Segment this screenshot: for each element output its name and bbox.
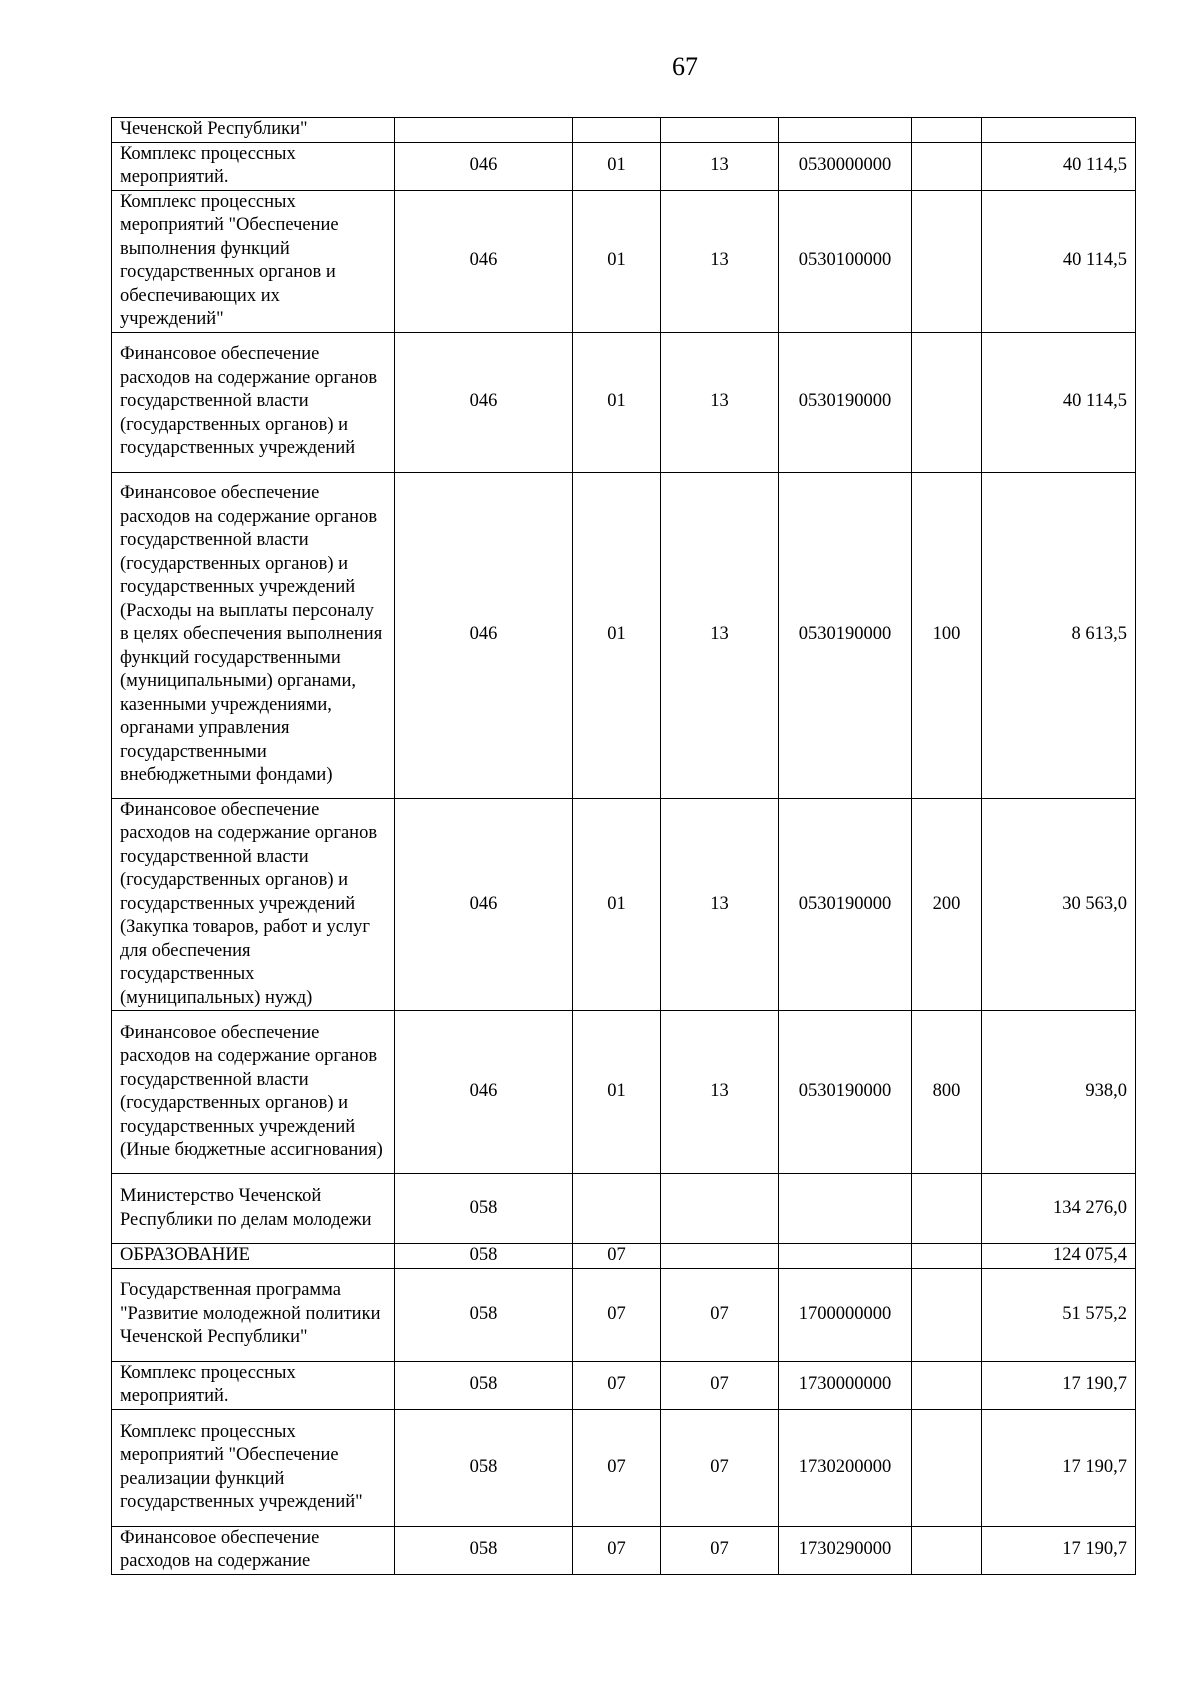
table-row [112,1268,1136,1361]
expense-type-cell [912,142,982,190]
expense-type-cell [912,1526,982,1574]
target-article-cell [779,1174,912,1244]
section-code-cell [573,118,661,143]
row-name-cell: Финансовое обеспечение расходов на содержание органов государственной власти (государственных органов) и государственных учреждений (Иные бюджетные ассигнования) [112,1011,395,1174]
page-number: 67 [672,52,698,81]
subsection-code-cell: 13 [661,472,779,798]
section-code-cell: 01 [573,1011,661,1174]
subsection-code-cell: 13 [661,1011,779,1174]
subsection-code-cell: 07 [661,1268,779,1361]
subsection-code-cell: 13 [661,332,779,472]
amount-cell: 17 190,7 [982,1361,1136,1409]
ministry-code-cell: 046 [395,190,573,332]
subsection-code-cell: 07 [661,1409,779,1526]
section-code-cell: 01 [573,332,661,472]
ministry-code-cell: 058 [395,1409,573,1526]
ministry-code-cell: 058 [395,1361,573,1409]
target-article-cell [779,118,912,143]
expense-type-cell: 800 [912,1011,982,1174]
target-article-cell: 1730200000 [779,1409,912,1526]
table-row [112,1174,1136,1244]
subsection-code-cell: 13 [661,798,779,1011]
amount-cell: 30 563,0 [982,798,1136,1011]
row-name-cell: ОБРАЗОВАНИЕ [112,1244,395,1269]
target-article-cell: 0530190000 [779,1011,912,1174]
section-code-cell: 07 [573,1526,661,1574]
subsection-code-cell [661,118,779,143]
target-article-cell: 0530100000 [779,190,912,332]
row-name-cell: Министерство Чеченской Республики по делам молодежи [112,1174,395,1244]
expense-type-cell [912,1268,982,1361]
target-article-cell: 1700000000 [779,1268,912,1361]
amount-cell: 40 114,5 [982,190,1136,332]
table-row [112,798,1136,1011]
section-code-cell: 01 [573,142,661,190]
subsection-code-cell: 07 [661,1361,779,1409]
expense-type-cell [912,118,982,143]
table-row [112,1361,1136,1409]
expense-type-cell: 200 [912,798,982,1011]
ministry-code-cell: 046 [395,142,573,190]
amount-cell: 17 190,7 [982,1526,1136,1574]
amount-cell: 40 114,5 [982,332,1136,472]
section-code-cell [573,1174,661,1244]
ministry-code-cell: 058 [395,1268,573,1361]
ministry-code-cell [395,118,573,143]
row-name-cell: Комплекс процессных мероприятий "Обеспечение реализации функций государственных учреждений" [112,1409,395,1526]
amount-cell: 51 575,2 [982,1268,1136,1361]
table-row [112,1526,1136,1574]
amount-cell: 938,0 [982,1011,1136,1174]
expense-type-cell [912,1174,982,1244]
target-article-cell: 0530190000 [779,332,912,472]
subsection-code-cell: 13 [661,142,779,190]
target-article-cell: 1730000000 [779,1361,912,1409]
ministry-code-cell: 058 [395,1174,573,1244]
table-body [112,118,1136,1575]
subsection-code-cell [661,1174,779,1244]
row-name-cell: Финансовое обеспечение расходов на содержание органов государственной власти (государственных органов) и государственных учреждений [112,332,395,472]
target-article-cell: 0530190000 [779,472,912,798]
table-row [112,142,1136,190]
amount-cell: 17 190,7 [982,1409,1136,1526]
table-row [112,472,1136,798]
row-name-cell: Комплекс процессных мероприятий. [112,1361,395,1409]
budget-table [111,117,1136,1575]
ministry-code-cell: 046 [395,798,573,1011]
amount-cell: 8 613,5 [982,472,1136,798]
target-article-cell [779,1244,912,1269]
section-code-cell: 07 [573,1268,661,1361]
section-code-cell: 01 [573,798,661,1011]
table-row [112,118,1136,143]
row-name-cell: Чеченской Республики" [112,118,395,143]
row-name-cell: Финансовое обеспечение расходов на содержание органов государственной власти (государственных органов) и государственных учреждений (Расходы на выплаты персоналу в целях обеспечения выполнения функций государственными (муниципальными) органами, казенными учреждениями, органами управления государственными внебюджетными фондами) [112,472,395,798]
row-name-cell: Государственная программа "Развитие молодежной политики Чеченской Республики" [112,1268,395,1361]
target-article-cell: 1730290000 [779,1526,912,1574]
table-row [112,1244,1136,1269]
table-row [112,332,1136,472]
row-name-cell: Комплекс процессных мероприятий. [112,142,395,190]
table-row [112,1409,1136,1526]
row-name-cell: Финансовое обеспечение расходов на содержание органов государственной власти (государственных органов) и государственных учреждений (Закупка товаров, работ и услуг для обеспечения государственных (муниципальных) нужд) [112,798,395,1011]
ministry-code-cell: 058 [395,1244,573,1269]
row-name-cell: Комплекс процессных мероприятий "Обеспечение выполнения функций государственных органов и обеспечивающих их учреждений" [112,190,395,332]
amount-cell [982,118,1136,143]
amount-cell: 134 276,0 [982,1174,1136,1244]
expense-type-cell: 100 [912,472,982,798]
target-article-cell: 0530000000 [779,142,912,190]
expense-type-cell [912,1244,982,1269]
row-name-cell: Финансовое обеспечение расходов на содержание [112,1526,395,1574]
table-row [112,190,1136,332]
expense-type-cell [912,332,982,472]
expense-type-cell [912,190,982,332]
ministry-code-cell: 046 [395,1011,573,1174]
ministry-code-cell: 058 [395,1526,573,1574]
expense-type-cell [912,1409,982,1526]
amount-cell: 124 075,4 [982,1244,1136,1269]
subsection-code-cell: 07 [661,1526,779,1574]
section-code-cell: 07 [573,1361,661,1409]
table-row [112,1011,1136,1174]
subsection-code-cell [661,1244,779,1269]
section-code-cell: 01 [573,472,661,798]
section-code-cell: 07 [573,1244,661,1269]
section-code-cell: 01 [573,190,661,332]
expense-type-cell [912,1361,982,1409]
amount-cell: 40 114,5 [982,142,1136,190]
ministry-code-cell: 046 [395,472,573,798]
subsection-code-cell: 13 [661,190,779,332]
section-code-cell: 07 [573,1409,661,1526]
target-article-cell: 0530190000 [779,798,912,1011]
ministry-code-cell: 046 [395,332,573,472]
